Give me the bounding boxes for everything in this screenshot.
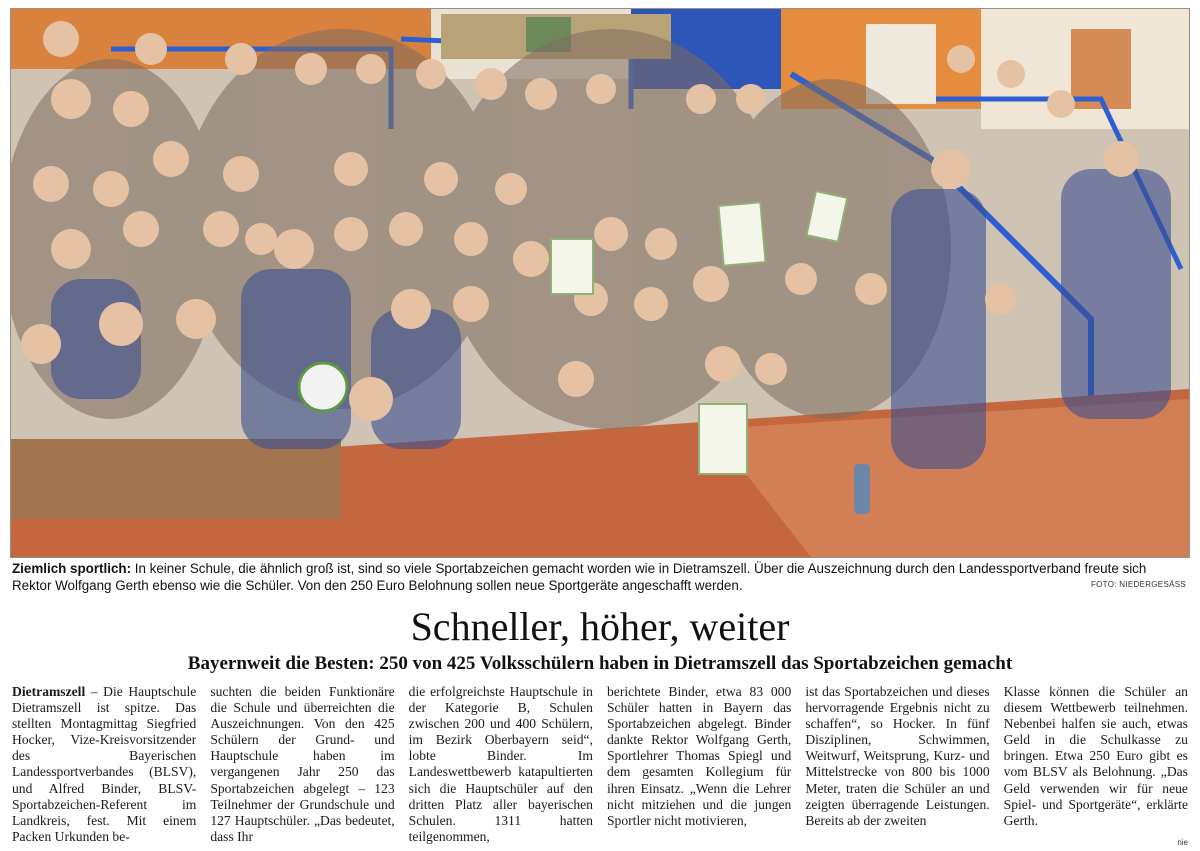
group-photo	[10, 8, 1190, 558]
article-column-5: ist das Sportabzeichen und dieses hervorragende Ergebnis nicht zu schaffen“, so Hocker. In fünf Disziplinen, Schwimmen, Weitwurf, Weitsprung, Kurz- und Mittelstrecke von 800 bis 1000 Meter, traten die Schüler an und zeigten überragende Leistungen. Bereits ab der zweiten	[805, 684, 990, 828]
caption-lead: Ziemlich sportlich:	[12, 561, 132, 576]
article-dateline: Dietramszell	[12, 684, 86, 699]
article-headline: Schneller, höher, weiter	[410, 604, 790, 649]
article-subheadline: Bayernweit die Besten: 250 von 425 Volksschülern haben in Dietramszell das Sportabzeichen gemacht	[187, 653, 1013, 674]
photo-credit: FOTO: NIEDERGESÄSS	[1090, 580, 1186, 589]
author-signature: nie	[1177, 838, 1188, 847]
caption-text: In keiner Schule, die ähnlich groß ist, sind so viele Sportabzeichen gemacht worden wie in Dietramszell. Über die Auszeichnung durch den Landessportverband freute sich Rektor Wolfgang Gerth ebenso wie die Schüler. Von den 250 Euro Belohnung sollen neue Sportgeräte angeschafft werden.	[12, 561, 1147, 593]
article-column-4: berichtete Binder, etwa 83 000 Schüler hatten in Bayern das Sportabzeichen abgelegt. Binder dankte Rektor Wolfgang Gerth, Sportlehrer Thomas Spiegl und dem gesamten Kollegium für ihren Einsatz. „Wenn die Lehrer nicht mitziehen und die jungen Sportler nicht motivieren,	[606, 684, 792, 828]
article-column-2: suchten die beiden Funktionäre die Schule und überreichten die Auszeichnungen. Von den 425 Schülern der Grund- und Hauptschule haben im vergangenen Jahr 250 das Sportabzeichen abgelegt – 123 Teilnehmer der Grundschule und 127 Hauptschüler. „Das bedeutet, dass Ihr	[210, 684, 395, 844]
article-body	[12, 684, 1188, 844]
article-column-1	[12, 684, 196, 844]
article-column-1-text: – Die Hauptschule Dietramszell ist spitze. Das stellten Montagmittag Siegfried Hocker, Vize-Kreisvorsitzender des Bayerischen Landessportverbandes (BLSV), und Alfred Binder, BLSV-Sportabzeichen-Referent im Landkreis, fest. Mit einem Packen Urkunden be-	[12, 684, 197, 844]
article-column-6: Klasse können die Schüler an diesem Wettbewerb teilnehmen. Nebenbei halfen sie auch, etwas Geld in die Schulkasse zu bringen. Etwa 250 Euro gibt es vom BLSV als Belohnung. „Das Geld verwenden wir für neue Spiel- und Sportgeräte“, erklärte Gerth.	[1003, 684, 1188, 828]
group-photo-illustration	[11, 9, 1189, 557]
article-column-3: die erfolgreichste Hauptschule in der Kategorie B, Schulen zwischen 200 und 400 Schülern, im Bezirk Oberbayern seid“, lobte Binder. Im Landeswettbewerb katapultierten sich die Hauptschüler auf den dritten Platz aller bayerischen Schulen. 1311 hatten teilgenommen,	[408, 684, 593, 844]
photo-caption	[12, 560, 1186, 594]
